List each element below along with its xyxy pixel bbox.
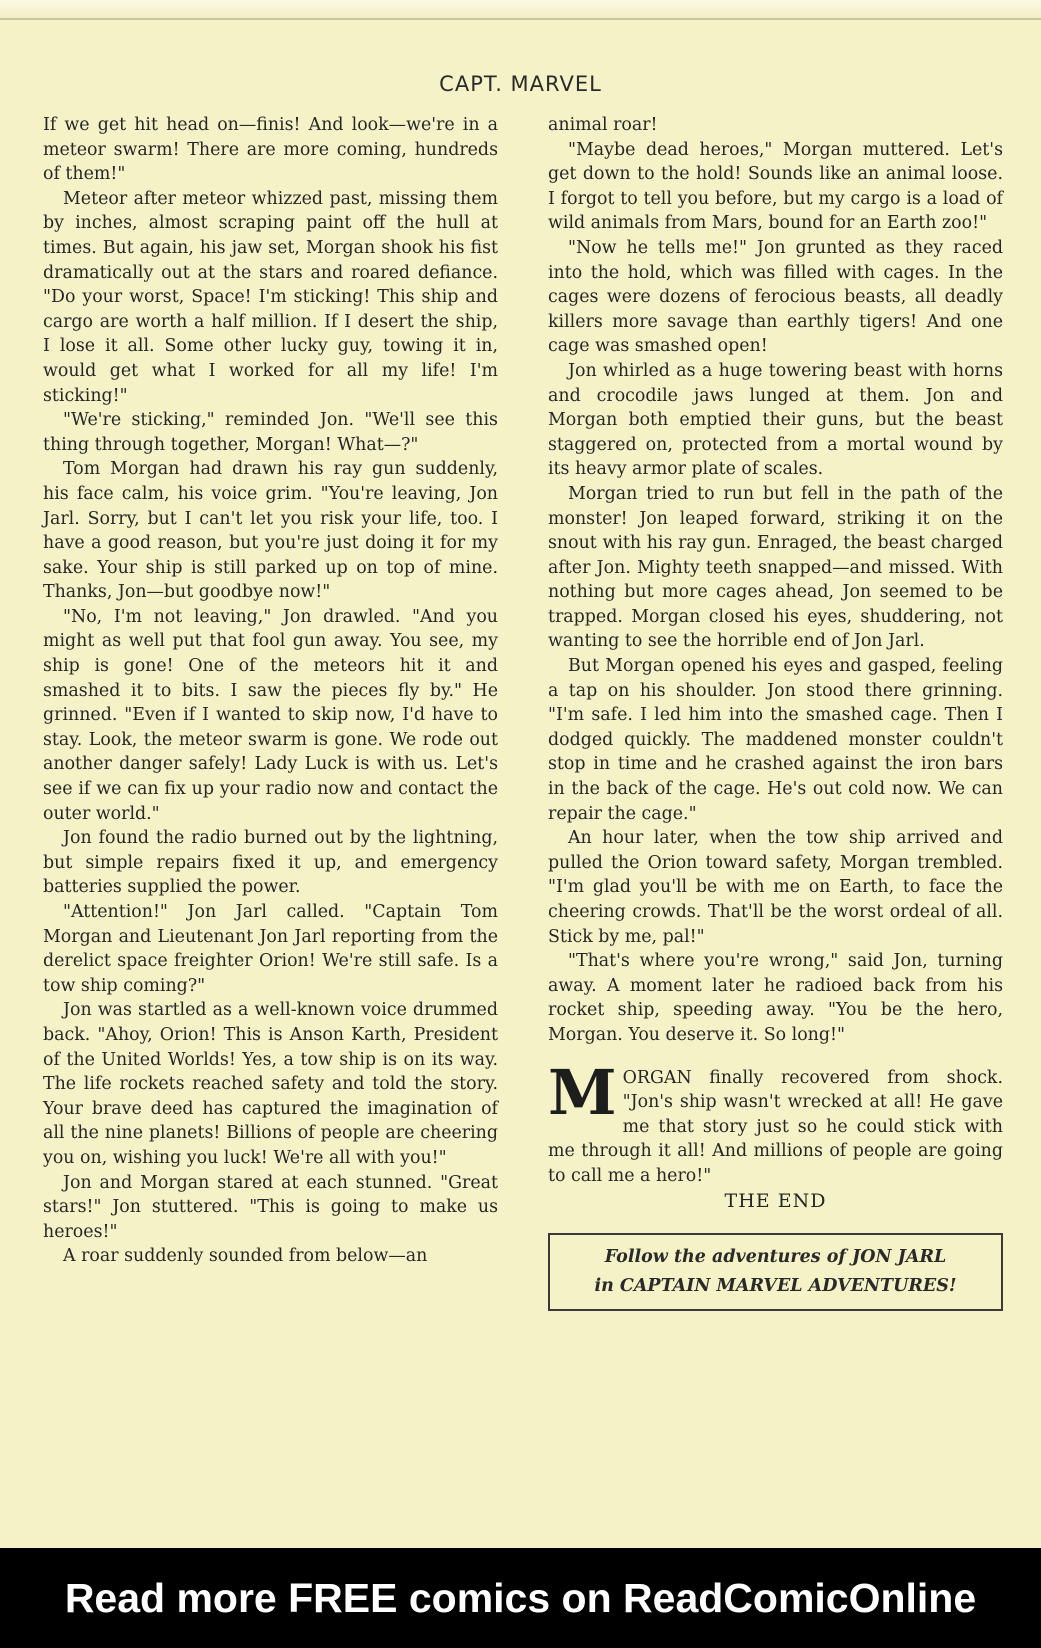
- paragraph: "Attention!" Jon Jarl called. "Captain Tom Morgan and Lieutenant Jon Jarl reporting from the derelict space freighter Orion! We're still safe. Is a tow ship coming?": [43, 902, 498, 996]
- paragraph: A roar suddenly sounded from below—an: [63, 1246, 428, 1267]
- paragraph: "That's where you're wrong," said Jon, turning away. A moment later he radioed back from his rocket ship, speeding away. "You be the hero, Morgan. You deserve it. So long!": [548, 951, 1003, 1045]
- running-header: CAPT. MARVEL: [439, 72, 602, 96]
- paragraph: An hour later, when the tow ship arrived and pulled the Orion toward safety, Morgan trembled. "I'm glad you'll be with me on Earth, to face the cheering crowds. That'll be the worst ordeal of all. Stick by me, pal!": [548, 828, 1003, 947]
- right-column: [548, 113, 1003, 1311]
- ending-paragraph: [548, 1055, 1003, 1189]
- paragraph: "Now he tells me!" Jon grunted as they raced into the hold, which was filled with cages. In the cages were dozens of ferocious beasts, all deadly killers more savage than earthly tigers! And one cage was smashed open!: [548, 237, 1003, 357]
- the-end: THE END: [724, 1189, 827, 1212]
- paragraph: "Maybe dead heroes," Morgan muttered. Let's get down to the hold! Sounds like an animal loose. I forgot to tell you before, but my cargo is a load of wild animals from Mars, bound for an Earth zoo!": [548, 139, 1003, 234]
- paragraph: Jon whirled as a huge towering beast with horns and crocodile jaws lunged at them. Jon and Morgan both emptied their guns, but the beast staggered on, protected from a mortal wound by its heavy armor plate of scales.: [548, 360, 1003, 480]
- promo-line-2: in CAPTAIN MARVEL ADVENTURES!: [594, 1276, 957, 1297]
- promo-box: [548, 1233, 1003, 1311]
- ending-text: ORGAN finally recovered from shock. "Jon's ship wasn't wrecked at all! He gave me that story just so he could stick with me through it all! And millions of people are going to call me a hero!": [548, 1067, 1003, 1186]
- paragraph: "We're sticking," reminded Jon. "We'll see this thing through together, Morgan! What—?": [43, 410, 498, 455]
- paragraph: Jon found the radio burned out by the lightning, but simple repairs fixed it up, and emergency batteries supplied the power.: [43, 828, 498, 898]
- paragraph: Morgan tried to run but fell in the path of the monster! Jon leaped forward, striking it on the snout with his ray gun. Enraged, the beast charged after Jon. Mighty teeth snapped—and missed. With nothing but more cages ahead, Jon seemed to be trapped. Morgan closed his eyes, shuddering, not wanting to see the horrible end of Jon Jarl.: [548, 483, 1003, 652]
- drop-cap: M: [548, 1055, 617, 1129]
- paragraph: animal roar!: [548, 115, 658, 135]
- paragraph: Jon and Morgan stared at each stunned. "Great stars!" Jon stuttered. "This is going to make us heroes!": [43, 1172, 498, 1242]
- paragraph: If we get hit head on—finis! And look—we're in a meteor swarm! There are more coming, hundreds of them!": [43, 115, 498, 185]
- paragraph: Tom Morgan had drawn his ray gun suddenly, his face calm, his voice grim. "You're leaving, Jon Jarl. Sorry, but I can't let you risk your life, too. I have a good reason, but you're just doing it for my sake. Your ship is still parked up on top of mine. Thanks, Jon—but goodbye now!": [43, 459, 498, 603]
- promo-line-1: Follow the adventures of JON JARL: [604, 1247, 947, 1268]
- promo-banner[interactable]: Read more FREE comics on ReadComicOnline: [0, 1548, 1041, 1648]
- paragraph: "No, I'm not leaving," Jon drawled. "And you might as well put that fool gun away. You see, my ship is gone! One of the meteors hit it and smashed it to bits. I saw the pieces fly by." He grinned. "Even if I wanted to skip now, I'd have to stay. Look, the meteor swarm is gone. We rode out another danger safely! Lady Luck is with us. Let's see if we can fix up your radio now and contact the outer world.": [43, 606, 498, 824]
- paragraph: But Morgan opened his eyes and gasped, feeling a tap on his shoulder. Jon stood there grinning. "I'm safe. I led him into the smashed cage. Then I dodged quickly. The maddened monster couldn't stop in time and he crashed against the iron bars in the back of the cage. He's out cold now. We can repair the cage.": [548, 656, 1003, 824]
- page-top-edge: [0, 0, 1041, 20]
- paragraph: Meteor after meteor whizzed past, missing them by inches, almost scraping paint off the hull at times. But again, his jaw set, Morgan shook his fist dramatically out at the stars and roared defiance. "Do your worst, Space! I'm sticking! This ship and cargo are worth a half million. If I desert the ship, I lose it all. Some other lucky guy, towing it in, would get what I worked for all my life! I'm sticking!": [43, 188, 498, 406]
- left-column: [43, 113, 498, 1269]
- paragraph: Jon was startled as a well-known voice drummed back. "Ahoy, Orion! This is Anson Karth, President of the United Worlds! Yes, a tow ship is on its way. The life rockets reached safety and told the story. Your brave deed has captured the imagination of all the nine planets! Billions of people are cheering you on, wishing you luck! We're all with you!": [43, 1000, 498, 1168]
